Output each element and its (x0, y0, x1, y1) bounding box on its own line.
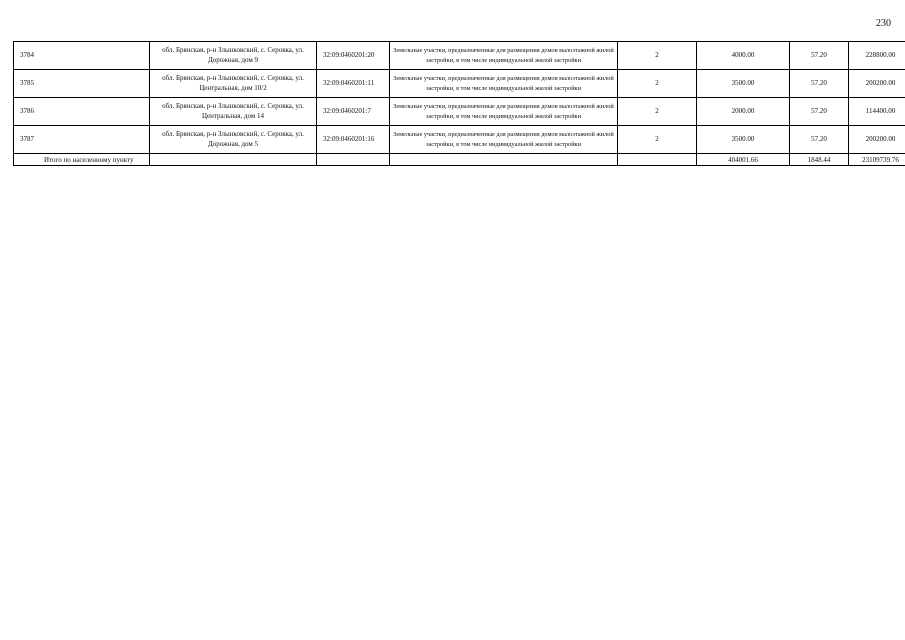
row-number: 3786 (14, 98, 150, 126)
rate-cell: 57.20 (790, 98, 849, 126)
cadastral-number-cell: 32:09:0460201:11 (317, 70, 390, 98)
group-cell: 2 (618, 70, 697, 98)
total-empty-cell (150, 154, 317, 166)
cadastral-number-cell: 32:09:0460201:20 (317, 42, 390, 70)
total-label: Итого по населенному пункту (14, 154, 150, 166)
area-cell: 3500.00 (697, 126, 790, 154)
address-cell: обл. Брянская, р-н Злынковский, с. Серовка, ул. Дорожная, дом 5 (150, 126, 317, 154)
group-cell: 2 (618, 98, 697, 126)
land-use-cell: Земельные участки, предназначенные для размещения домов малоэтажной жилой застройки, в том числе индивидуальной жилой застройки (390, 98, 618, 126)
group-cell: 2 (618, 42, 697, 70)
cadastral-number-cell: 32:09:0460201:16 (317, 126, 390, 154)
address-cell: обл. Брянская, р-н Злынковский, с. Серовка, ул. Центральная, дом 14 (150, 98, 317, 126)
rate-cell: 57.20 (790, 70, 849, 98)
cadastral-value-cell: 200200.00 (849, 70, 905, 98)
page-number: 230 (876, 18, 891, 29)
area-cell: 3500.00 (697, 70, 790, 98)
rate-cell: 57.20 (790, 42, 849, 70)
total-empty-cell (618, 154, 697, 166)
group-cell: 2 (618, 126, 697, 154)
cadastral-value-cell: 228800.00 (849, 42, 905, 70)
table-row (14, 42, 905, 70)
land-use-cell: Земельные участки, предназначенные для размещения домов малоэтажной жилой застройки, в том числе индивидуальной жилой застройки (390, 126, 618, 154)
cadastral-value-cell: 200200.00 (849, 126, 905, 154)
row-number: 3787 (14, 126, 150, 154)
area-cell: 2000.00 (697, 98, 790, 126)
total-empty-cell (390, 154, 618, 166)
area-cell: 4000.00 (697, 42, 790, 70)
total-rate: 1848.44 (790, 154, 849, 166)
cadastral-value-cell: 114400.00 (849, 98, 905, 126)
row-number: 3784 (14, 42, 150, 70)
address-cell: обл. Брянская, р-н Злынковский, с. Серовка, ул. Дорожная, дом 9 (150, 42, 317, 70)
table-row (14, 98, 905, 126)
total-value: 23109739.76 (849, 154, 905, 166)
total-empty-cell (317, 154, 390, 166)
row-number: 3785 (14, 70, 150, 98)
total-area: 404001.66 (697, 154, 790, 166)
land-use-cell: Земельные участки, предназначенные для размещения домов малоэтажной жилой застройки, в том числе индивидуальной жилой застройки (390, 42, 618, 70)
total-row (14, 154, 905, 166)
address-cell: обл. Брянская, р-н Злынковский, с. Серовка, ул. Центральная, дом 10/2 (150, 70, 317, 98)
table-row (14, 126, 905, 154)
rate-cell: 57.20 (790, 126, 849, 154)
cadastral-number-cell: 32:09:0460201:7 (317, 98, 390, 126)
land-use-cell: Земельные участки, предназначенные для размещения домов малоэтажной жилой застройки, в том числе индивидуальной жилой застройки (390, 70, 618, 98)
table-row (14, 70, 905, 98)
cadastral-value-table (13, 41, 905, 166)
table-body (14, 42, 905, 154)
